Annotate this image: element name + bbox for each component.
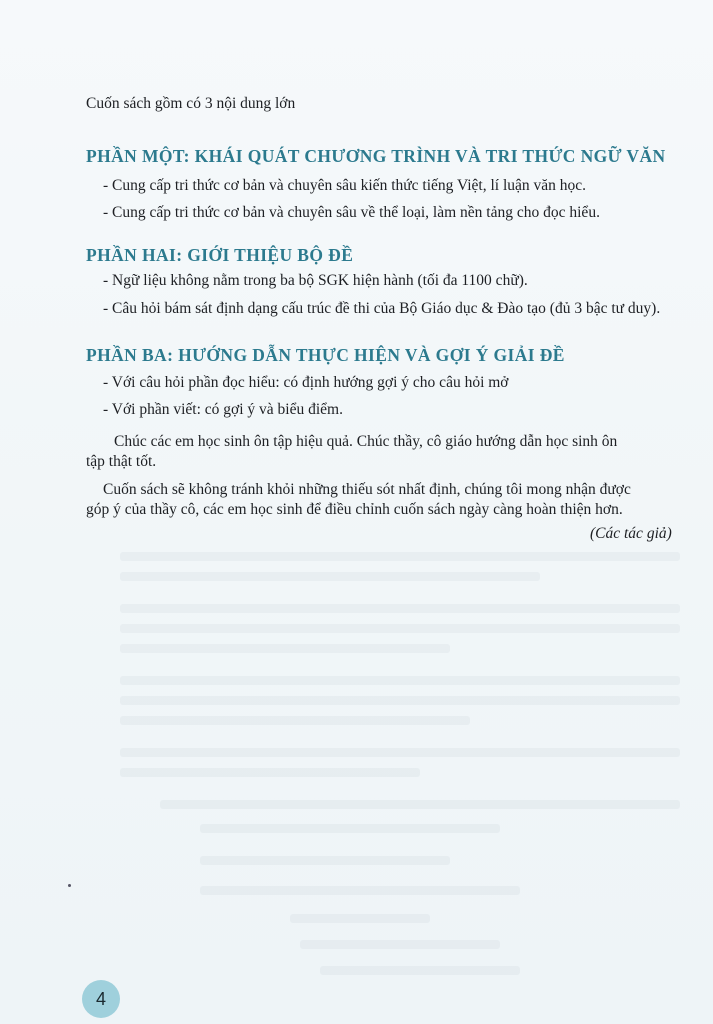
intro-text: Cuốn sách gồm có 3 nội dung lớn — [86, 95, 296, 112]
wish-line-2: tập thật tốt. — [86, 453, 157, 470]
show-through-decoration — [300, 940, 500, 949]
show-through-decoration — [120, 748, 680, 757]
part-3-item-2: - Với phần viết: có gợi ý và biểu điểm. — [103, 401, 343, 418]
part-2-item-1: - Ngữ liệu không nằm trong ba bộ SGK hiện hành (tối đa 1100 chữ). — [103, 272, 528, 289]
show-through-decoration — [120, 696, 680, 705]
show-through-decoration — [160, 800, 680, 809]
show-through-decoration — [320, 966, 520, 975]
part-1-item-2: - Cung cấp tri thức cơ bản và chuyên sâu về thể loại, làm nền tảng cho đọc hiểu. — [103, 204, 600, 221]
part-1-item-1: - Cung cấp tri thức cơ bản và chuyên sâu kiến thức tiếng Việt, lí luận văn học. — [103, 177, 587, 194]
author-credit: (Các tác giả) — [590, 525, 672, 542]
show-through-decoration — [120, 676, 680, 685]
show-through-decoration — [120, 572, 540, 581]
show-through-decoration — [290, 914, 430, 923]
show-through-decoration — [120, 552, 680, 561]
note-line-2: góp ý của thầy cô, các em học sinh để điều chỉnh cuốn sách ngày càng hoàn thiện hơn. — [86, 501, 623, 518]
show-through-decoration — [120, 604, 680, 613]
show-through-decoration — [200, 856, 450, 865]
part-1-heading: PHẦN MỘT: KHÁI QUÁT CHƯƠNG TRÌNH VÀ TRI THỨC NGỮ VĂN — [86, 146, 666, 166]
show-through-decoration — [120, 644, 450, 653]
note-line-1: Cuốn sách sẽ không tránh khỏi những thiếu sót nhất định, chúng tôi mong nhận được — [103, 481, 631, 498]
page-number-badge — [82, 980, 120, 1018]
wish-line-1: Chúc các em học sinh ôn tập hiệu quả. Chúc thầy, cô giáo hướng dẫn học sinh ôn — [114, 433, 618, 450]
show-through-decoration — [120, 768, 420, 777]
part-2-item-2: - Câu hỏi bám sát định dạng cấu trúc đề thi của Bộ Giáo dục & Đào tạo (đủ 3 bậc tư duy). — [103, 300, 661, 317]
show-through-decoration — [120, 716, 470, 725]
show-through-decoration — [120, 624, 680, 633]
part-3-item-1: - Với câu hỏi phần đọc hiểu: có định hướng gợi ý cho câu hỏi mở — [103, 374, 509, 391]
scan-speck — [68, 884, 71, 887]
part-3-heading: PHẦN BA: HƯỚNG DẪN THỰC HIỆN VÀ GỢI Ý GIẢI ĐỀ — [86, 345, 565, 365]
show-through-decoration — [200, 886, 520, 895]
page-number: 4 — [95, 988, 106, 1009]
show-through-decoration — [200, 824, 500, 833]
part-2-heading: PHẦN HAI: GIỚI THIỆU BỘ ĐỀ — [86, 245, 354, 265]
